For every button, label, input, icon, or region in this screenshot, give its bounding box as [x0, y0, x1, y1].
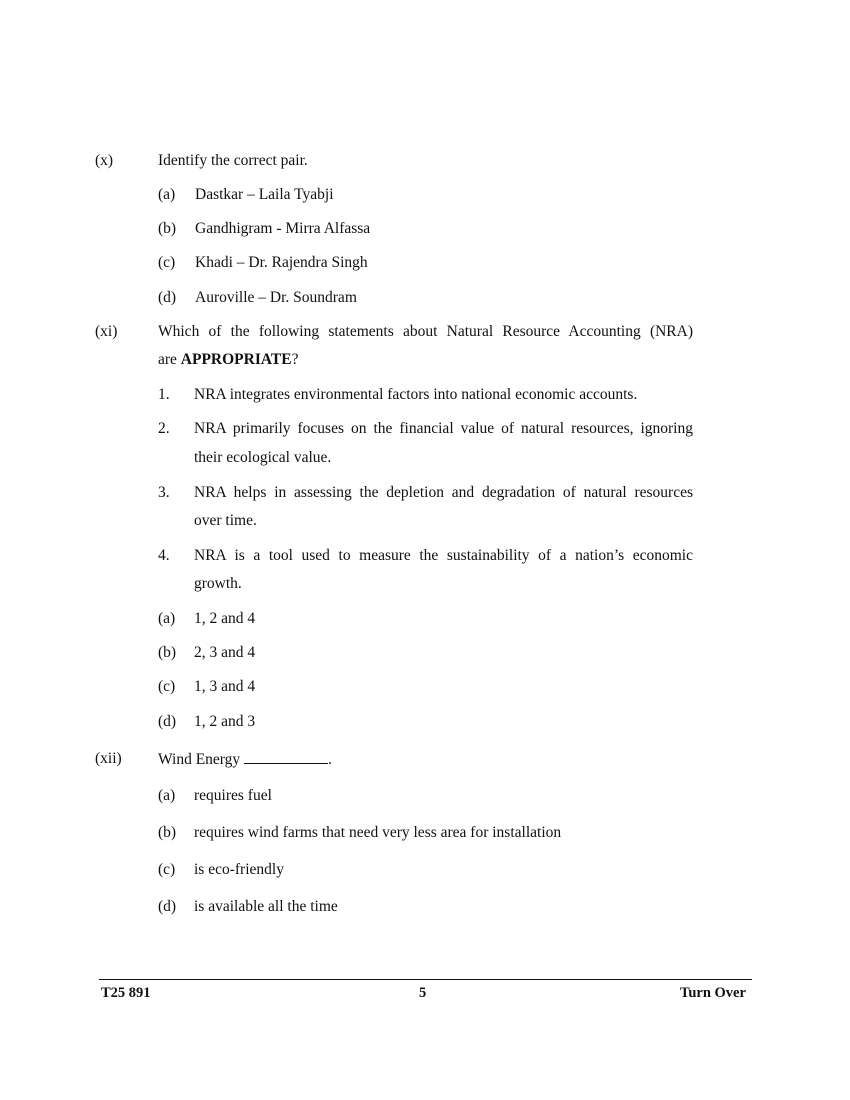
- option-text: 1, 2 and 4: [194, 610, 256, 627]
- statement-number: 1.: [158, 386, 170, 403]
- option-label: (b): [158, 824, 177, 841]
- option-text: is available all the time: [194, 898, 338, 915]
- option-text: requires wind farms that need very less area for installation: [194, 824, 562, 841]
- option-label: (d): [158, 713, 177, 730]
- option-label: (a): [158, 186, 176, 203]
- paper-code: T25 891: [101, 985, 151, 1001]
- option-text: is eco-friendly: [194, 861, 284, 878]
- option-label: (c): [158, 861, 176, 878]
- option-text: 1, 2 and 3: [194, 713, 256, 730]
- statement-text-cont: over time.: [194, 512, 257, 529]
- stem-emphasis: APPROPRIATE: [180, 351, 292, 368]
- option-text: Dastkar – Laila Tyabji: [195, 186, 334, 203]
- statement-number: 2.: [158, 420, 170, 437]
- option-label: (b): [158, 220, 177, 237]
- question-number: (x): [95, 152, 114, 169]
- option-label: (d): [158, 898, 177, 915]
- option-label: (c): [158, 254, 176, 271]
- stem-suffix: ?: [291, 351, 299, 368]
- option-label: (a): [158, 610, 176, 627]
- option-text: Auroville – Dr. Soundram: [195, 289, 357, 306]
- option-label: (a): [158, 787, 176, 804]
- fill-blank: [244, 749, 328, 764]
- statement-text: NRA helps in assessing the depletion and degradation of natural resources: [194, 484, 693, 501]
- question-number: (xi): [95, 323, 118, 340]
- statement-number: 4.: [158, 547, 170, 564]
- option-text: requires fuel: [194, 787, 272, 804]
- stem-prefix: are: [158, 351, 181, 368]
- option-label: (d): [158, 289, 177, 306]
- question-stem-line: [158, 749, 332, 770]
- statement-text: NRA is a tool used to measure the sustainability of a nation’s economic: [194, 547, 693, 564]
- statement-number: 3.: [158, 484, 170, 501]
- option-label: (b): [158, 644, 177, 661]
- statement-text-cont: their ecological value.: [194, 449, 332, 466]
- question-number: (xii): [95, 750, 122, 767]
- statement-text-cont: growth.: [194, 575, 242, 592]
- question-stem: Identify the correct pair.: [158, 152, 308, 169]
- stem-end: .: [328, 751, 332, 768]
- question-stem: Which of the following statements about Natural Resource Accounting (NRA): [158, 323, 693, 340]
- turn-over-label: Turn Over: [680, 985, 746, 1001]
- option-text: Khadi – Dr. Rajendra Singh: [195, 254, 368, 271]
- question-stem: Wind Energy: [158, 751, 241, 768]
- option-label: (c): [158, 678, 176, 695]
- question-stem-line2: [158, 350, 298, 370]
- statement-text: NRA primarily focuses on the financial value of natural resources, ignoring: [194, 420, 693, 437]
- option-text: 1, 3 and 4: [194, 678, 256, 695]
- option-text: Gandhigram - Mirra Alfassa: [195, 220, 371, 237]
- footer-rule: [99, 979, 752, 980]
- option-text: 2, 3 and 4: [194, 644, 256, 661]
- page-number: 5: [419, 985, 427, 1001]
- statement-text: NRA integrates environmental factors into national economic accounts.: [194, 386, 638, 403]
